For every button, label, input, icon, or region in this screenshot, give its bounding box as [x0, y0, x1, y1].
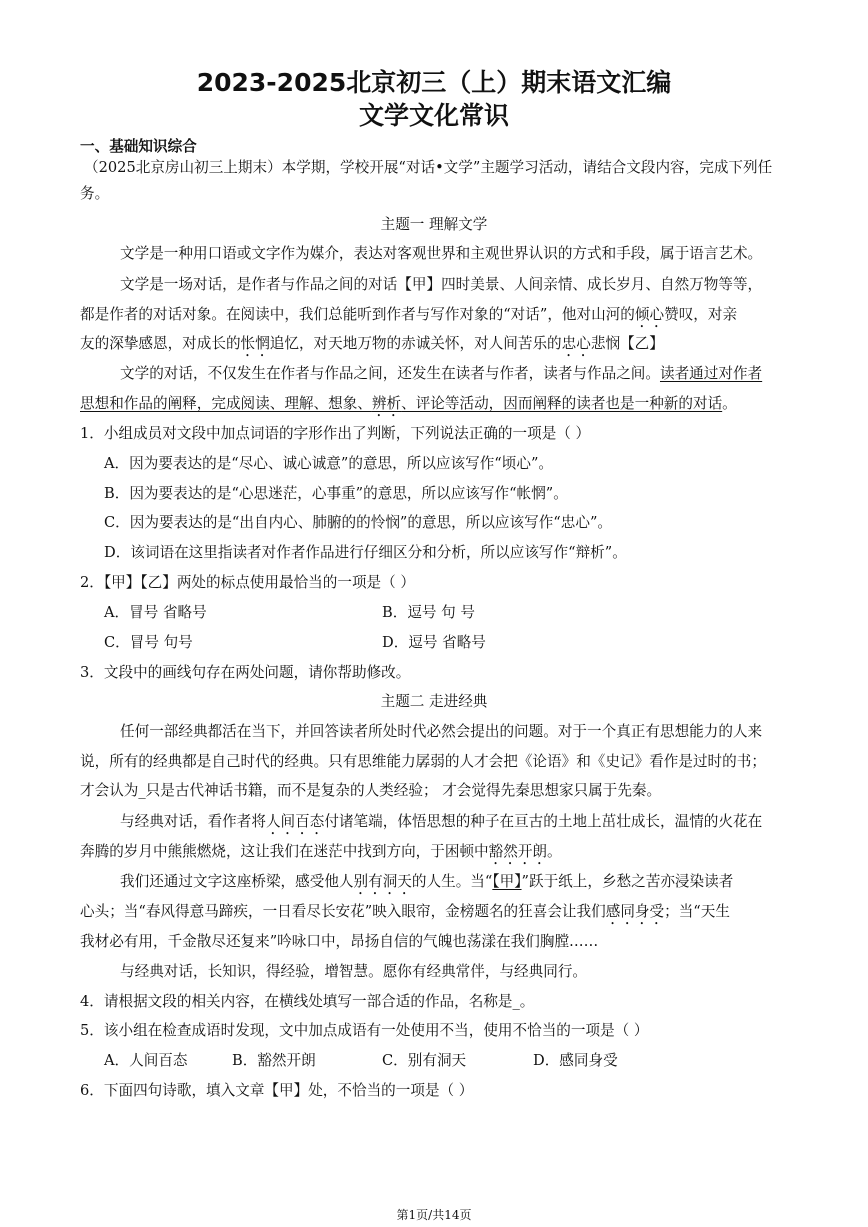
question-5-option-d: D．感同身受 [533, 1052, 618, 1069]
question-3-stem: 3．文段中的画线句存在两处问题，请你帮助修改。 [80, 664, 411, 681]
question-2-stem: 2．【甲】【乙】两处的标点使用最恰当的一项是（ ） [80, 574, 415, 591]
topic1-paragraph-2-line-1 [120, 275, 792, 295]
topic2-paragraph-1-line-3: 才会认为_只是古代神话书籍，而不是复杂的人类经验； 才会觉得先秦思想家只属于先秦。 [80, 782, 662, 799]
text-span: ；当“天生 [664, 903, 730, 920]
intro-line-1: （2025北京房山初三上期末）本学期，学校开展“对话•文学”主题学习活动，请结合文段内容，完成下列任 [84, 159, 773, 176]
question-5-option-c: C．别有洞天 [382, 1052, 467, 1069]
topic1-paragraph-2-line-2 [80, 305, 792, 331]
topic2-paragraph-2-line-2 [80, 842, 792, 868]
topic2-paragraph-3-line-1 [120, 872, 792, 898]
text-span: 。 [722, 395, 737, 412]
text-span: 追忆，对天地万物的赤诚关怀，对人间苦乐的 [269, 335, 562, 352]
text-span: 文学的对话，不仅发生在作者与作品之间，还发生在读者与作者，读者与作品之间。 [120, 365, 660, 382]
text-span: 。 [547, 843, 562, 860]
question-5-option-b: B．豁然开朗 [232, 1052, 316, 1069]
text-span: 赞叹，对亲 [664, 306, 738, 323]
question-6-stem: 6．下面四句诗歌，填入文章【甲】处，不恰当的一项是（ ） [80, 1082, 474, 1099]
question-1-option-d: D．该词语在这里指读者对作者作品进行仔细区分和分析，所以应该写作“辩析”。 [104, 544, 627, 561]
topic1-paragraph-2-line-3 [80, 334, 792, 360]
question-5-stem: 5．该小组在检查成语时发现，文中加点成语有一处使用不当，使用不恰当的一项是（ ） [80, 1022, 649, 1039]
topic2-heading: 主题二 走进经典 [380, 693, 488, 710]
question-5-option-a: A．人间百态 [104, 1052, 188, 1069]
topic1-paragraph-3-line-2 [80, 394, 792, 420]
dotted-idiom-bieyoudongtian: 别有洞天 [353, 873, 412, 890]
dotted-word-zhongxin: 忠心 [561, 335, 591, 352]
topic1-paragraph-3-line-1 [120, 364, 792, 384]
blank-jia: 【甲】 [492, 873, 522, 890]
document-subtitle: 文学文化常识 [358, 101, 509, 130]
text-span: 悲悯【乙】 [590, 335, 664, 352]
topic2-paragraph-2-line-1 [120, 812, 792, 838]
text-span: 都是作者的对话对象。在阅读中，我们总能听到作者与写作对象的“对话”，他对山河的 [80, 306, 635, 323]
question-2-option-d: D．逗号 省略号 [382, 634, 486, 651]
underlined-sentence: 、评论等活动，因而阐释的读者也是一种新的对话 [401, 395, 723, 412]
text-span: 的人生。当“ [411, 873, 493, 890]
question-1-option-b: B．因为要表达的是“心思迷茫，心事重”的意思，所以应该写作“帐惘”。 [104, 485, 568, 502]
section-heading: 一、基础知识综合 [80, 138, 197, 155]
page-footer: 第1页/共14页 [396, 1208, 472, 1222]
dotted-idiom-huorankailang: 豁然开朗 [488, 843, 548, 860]
document-title: 2023-2025北京初三（上）期末语文汇编 [196, 68, 672, 97]
topic2-paragraph-4: 与经典对话，长知识，得经验，增智慧。愿你有经典常伴，与经典同行。 [120, 963, 588, 980]
text-span: 友的深挚感恩，对成长的 [80, 335, 241, 352]
text-span: 奔腾的岁月中熊熊燃烧，这让我们在迷茫中找到方向，于困顿中 [80, 843, 489, 860]
underlined-sentence: 思想和作品的阐释，完成阅读、理解、想象、 [80, 395, 372, 412]
dotted-idiom-gantongshenshou: 感同身受 [605, 903, 665, 920]
topic2-paragraph-1-line-1: 任何一部经典都活在当下，并回答读者所处时代必然会提出的问题。对于一个真正有思想能力的人来 [120, 723, 763, 740]
dotted-word-qingxin: 倾心 [634, 306, 665, 323]
dotted-word-bianxi: 辨析 [371, 395, 402, 412]
topic2-paragraph-3-line-3: 我材必有用，千金散尽还复来”吟咏口中，昂扬自信的气魄也荡漾在我们胸膛…… [80, 933, 599, 950]
text-span: 与经典对话，看作者将 [120, 813, 266, 830]
dotted-word-changwang: 怅惘 [240, 335, 270, 352]
underlined-sentence: 读者通过对作者 [659, 365, 763, 382]
question-2-option-c: C．冒号 句号 [104, 634, 193, 651]
topic2-paragraph-1-line-2: 说，所有的经典都是自己时代的经典。只有思维能力孱弱的人才会把《论语》和《史记》看作是过时的书； [80, 753, 766, 770]
question-2-option-b: B．逗号 句 号 [382, 604, 475, 621]
text-span: 我们还通过文字这座桥梁，感受他人 [120, 873, 354, 890]
question-1-option-c: C．因为要表达的是“出自内心、肺腑的的怜悯”的意思，所以应该写作“忠心”。 [104, 514, 613, 531]
text-span: ”跃于纸上，乡愁之苦亦浸染读者 [521, 873, 734, 890]
topic2-paragraph-3-line-2 [80, 902, 792, 928]
intro-line-2: 务。 [80, 185, 110, 202]
question-1-option-a: A．因为要表达的是“尽心、诚心诚意”的意思，所以应该写作“顷心”。 [104, 455, 554, 472]
question-2-option-a: A．冒号 省略号 [104, 604, 207, 621]
topic1-paragraph-1: 文学是一种用口语或文字作为媒介，表达对客观世界和主观世界认识的方式和手段，属于语言艺术。 [120, 245, 763, 262]
text-span: 心头；当“春风得意马蹄疾，一日看尽长安花”映入眼帘，金榜题名的狂喜会让我们 [80, 903, 606, 920]
dotted-idiom-renjianbaitai: 人间百态 [265, 813, 325, 830]
text-span: 付诸笔端，体悟思想的种子在亘古的土地上茁壮成长，温情的火花在 [324, 813, 763, 830]
text-span: 文学是一场对话，是作者与作品之间的对话【甲】四时美景、人间亲情、成长岁月、自然万物等等， [120, 276, 763, 293]
question-4-stem: 4．请根据文段的相关内容，在横线处填写一部合适的作品，名称是_。 [80, 993, 535, 1010]
topic1-heading: 主题一 理解文学 [380, 216, 488, 233]
question-1-stem: 1．小组成员对文段中加点词语的字形作出了判断，下列说法正确的一项是（ ） [80, 425, 591, 442]
